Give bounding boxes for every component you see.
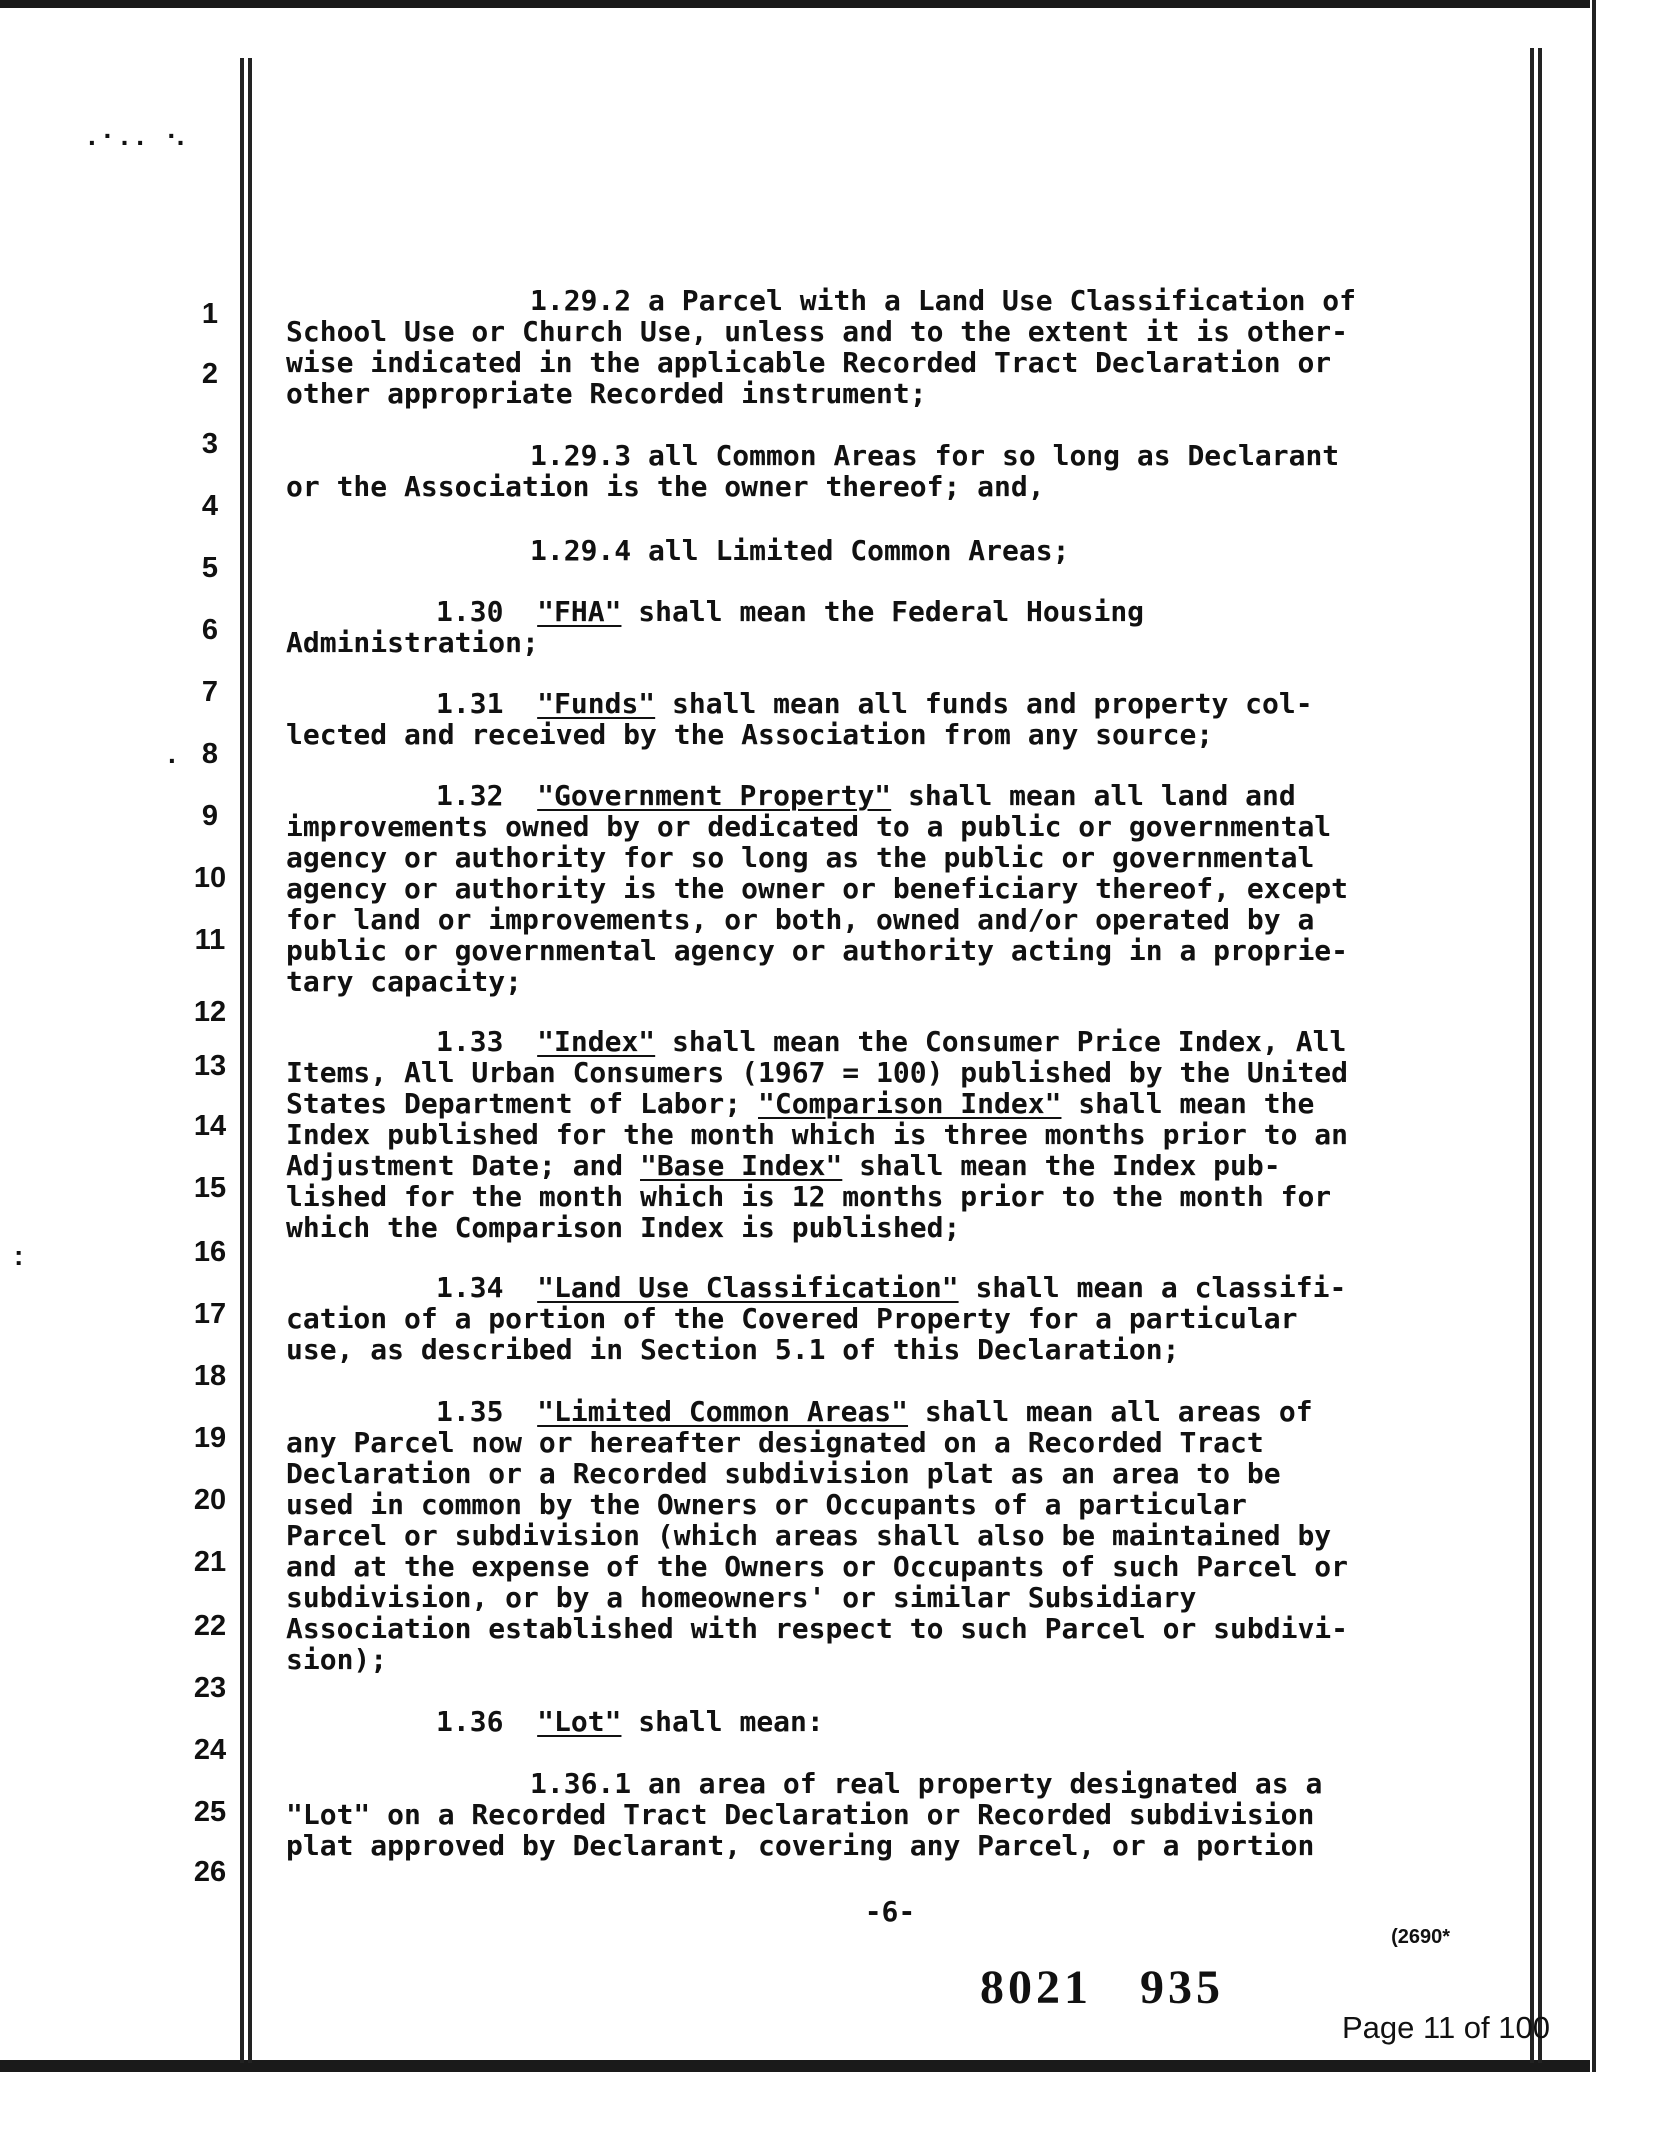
line-number: 8 <box>201 738 219 770</box>
section-number: 1.29.4 <box>530 534 632 567</box>
text-line: Index published for the month which is three months prior to an <box>286 1118 1349 1151</box>
line-number: 3 <box>201 428 219 460</box>
text-line: or the Association is the owner thereof; and, <box>286 470 1045 503</box>
text-line: any Parcel now or hereafter designated on a Recorded Tract <box>286 1426 1264 1459</box>
scan-top-border <box>0 0 1590 8</box>
line-number: 17 <box>193 1298 227 1330</box>
text-line: shall mean the Index pub- <box>842 1149 1281 1182</box>
text-line: improvements owned by or dedicated to a public or governmental <box>286 810 1332 843</box>
line-number: 26 <box>193 1856 227 1888</box>
line-number: 18 <box>193 1360 227 1392</box>
line-number: 14 <box>193 1110 227 1142</box>
section-number: 1.33 <box>436 1025 504 1058</box>
line-number: 16 <box>193 1236 227 1268</box>
line-number: 11 <box>194 924 226 956</box>
text-line: shall mean all funds and property col- <box>655 687 1313 720</box>
section-number: 1.36 <box>436 1705 504 1738</box>
line-number: 23 <box>193 1672 227 1704</box>
defined-term: "Funds" <box>537 687 656 720</box>
text-line: which the Comparison Index is published; <box>286 1211 961 1244</box>
line-number: 25 <box>193 1796 227 1828</box>
text-line: Items, All Urban Consumers (1967 = 100) published by the United <box>286 1056 1349 1089</box>
section-number: 1.29.3 <box>530 439 632 472</box>
text-line: and at the expense of the Owners or Occupants of such Parcel or <box>286 1550 1349 1583</box>
line-number: 20 <box>193 1484 227 1516</box>
document-stamp: (2690* <box>1391 1926 1450 1948</box>
section-number: 1.29.2 <box>530 284 632 317</box>
line-number: 22 <box>193 1610 227 1642</box>
paragraph-1-36-1 <box>286 1768 1506 1861</box>
paragraph-1-35 <box>286 1396 1506 1675</box>
defined-term: "Base Index" <box>640 1149 843 1182</box>
text-line: an area of real property designated as a <box>631 1767 1323 1800</box>
line-number: 24 <box>193 1734 227 1766</box>
line-number: 21 <box>193 1546 227 1578</box>
page-number: -6- <box>864 1895 916 1928</box>
section-number: 1.35 <box>436 1395 504 1428</box>
defined-term: "FHA" <box>537 595 622 628</box>
scan-bottom-border <box>0 2060 1590 2072</box>
text-line: for land or improvements, or both, owned and/or operated by a <box>286 903 1315 936</box>
text-line: public or governmental agency or authority acting in a proprie- <box>286 934 1349 967</box>
paragraph-1-33 <box>286 1026 1506 1243</box>
text-line: shall mean all land and <box>891 779 1296 812</box>
text-line: shall mean all areas of <box>908 1395 1313 1428</box>
defined-term: "Lot" <box>537 1705 622 1738</box>
line-number: 19 <box>193 1422 227 1454</box>
text-line: subdivision, or by a homeowners' or similar Subsidiary <box>286 1581 1197 1614</box>
line-number: 12 <box>193 996 227 1028</box>
text-line: agency or authority for so long as the public or governmental <box>286 841 1315 874</box>
left-margin-rule-inner <box>248 58 252 2063</box>
right-margin-rule-outer <box>1538 48 1542 2063</box>
line-number: 13 <box>193 1050 227 1082</box>
text-line: shall mean: <box>621 1705 824 1738</box>
text-line: lished for the month which is 12 months prior to the month for <box>286 1180 1332 1213</box>
paragraph-1-36 <box>286 1706 1506 1737</box>
section-number: 1.31 <box>436 687 504 720</box>
line-number: 5 <box>201 552 219 584</box>
text-line: shall mean a classifi- <box>958 1271 1347 1304</box>
paragraph-1-30 <box>286 596 1506 658</box>
line-number: 4 <box>201 490 219 522</box>
defined-term: "Land Use Classification" <box>537 1271 959 1304</box>
page-of-indicator: Page 11 of 100 <box>1342 2010 1550 2045</box>
section-number: 1.34 <box>436 1271 504 1304</box>
defined-term: "Comparison Index" <box>758 1087 1062 1120</box>
text-line: Administration; <box>286 626 539 659</box>
section-number: 1.30 <box>436 595 504 628</box>
text-line: used in common by the Owners or Occupants of a particular <box>286 1488 1247 1521</box>
text-line: sion); <box>286 1643 388 1676</box>
scan-speck: : <box>14 1240 24 1271</box>
line-number: 15 <box>193 1172 227 1204</box>
text-line: plat approved by Declarant, covering any Parcel, or a portion <box>286 1829 1315 1862</box>
text-line: Declaration or a Recorded subdivision plat as an area to be <box>286 1457 1281 1490</box>
text-line: School Use or Church Use, unless and to the extent it is other- <box>286 315 1349 348</box>
text-line: all Common Areas for so long as Declarant <box>631 439 1340 472</box>
line-number: 10 <box>193 862 227 894</box>
paragraph-1-31 <box>286 688 1506 750</box>
paragraph-1-34 <box>286 1272 1506 1365</box>
text-line: all Limited Common Areas; <box>631 534 1070 567</box>
text-line: tary capacity; <box>286 965 523 998</box>
left-margin-rule <box>240 58 244 2063</box>
text-line: shall mean the Federal Housing <box>621 595 1145 628</box>
right-margin-rule <box>1530 48 1534 2063</box>
text-line: States Department of Labor; <box>286 1087 759 1120</box>
text-line: use, as described in Section 5.1 of this Declaration; <box>286 1333 1180 1366</box>
defined-term: "Limited Common Areas" <box>537 1395 909 1428</box>
line-number: 1 <box>201 298 219 330</box>
paragraph-1-29-4 <box>286 535 1506 566</box>
line-number: 6 <box>201 614 219 646</box>
defined-term: "Government Property" <box>537 779 892 812</box>
text-line: cation of a portion of the Covered Property for a particular <box>286 1302 1298 1335</box>
paragraph-1-29-3 <box>286 440 1506 502</box>
line-number: 2 <box>201 358 219 390</box>
text-line: Adjustment Date; and <box>286 1149 641 1182</box>
defined-term: "Index" <box>537 1025 656 1058</box>
scan-speck: . <box>168 738 176 769</box>
line-number: 9 <box>201 800 219 832</box>
text-line: agency or authority is the owner or beneficiary thereof, except <box>286 872 1349 905</box>
scan-right-edge <box>1592 0 1596 2072</box>
text-line: Association established with respect to such Parcel or subdivi- <box>286 1612 1349 1645</box>
section-number: 1.32 <box>436 779 504 812</box>
text-line: wise indicated in the applicable Recorded Tract Declaration or <box>286 346 1332 379</box>
text-line: lected and received by the Association from any source; <box>286 718 1214 751</box>
text-line: Parcel or subdivision (which areas shall also be maintained by <box>286 1519 1332 1552</box>
text-line: other appropriate Recorded instrument; <box>286 377 927 410</box>
scan-speck: . · . . ·. <box>88 120 185 151</box>
text-line: shall mean the Consumer Price Index, All <box>655 1025 1347 1058</box>
text-line: "Lot" on a Recorded Tract Declaration or Recorded subdivision <box>286 1798 1315 1831</box>
text-line: shall mean the <box>1061 1087 1315 1120</box>
section-number: 1.36.1 <box>530 1767 632 1800</box>
text-line: a Parcel with a Land Use Classification of <box>631 284 1357 317</box>
recording-number: 8021 935 <box>980 1961 1224 2014</box>
paragraph-1-32 <box>286 780 1506 997</box>
paragraph-1-29-2 <box>286 285 1506 409</box>
line-number: 7 <box>201 676 219 708</box>
